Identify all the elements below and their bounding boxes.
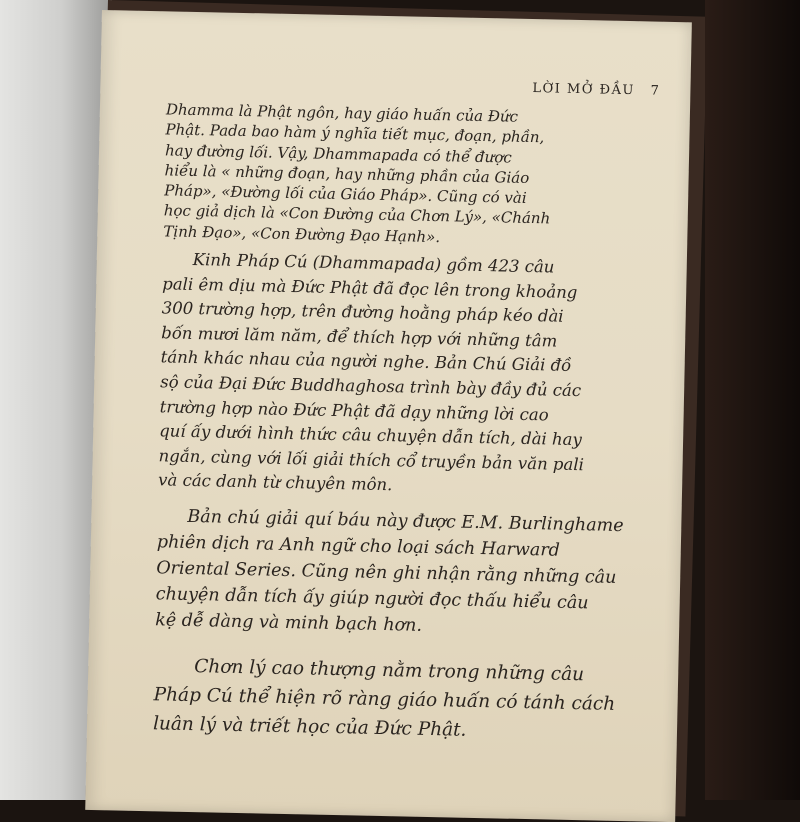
book-page: [85, 10, 692, 822]
paragraph-4: [153, 651, 625, 748]
running-head: [532, 81, 660, 99]
paragraph-1: [163, 99, 636, 251]
text-line: pali êm dịu mà Đức Phật đã đọc lên trong khoảng: [162, 273, 578, 302]
text-line: hiểu là « những đoạn, hay những phần của Giáo: [164, 161, 530, 187]
text-line: Chơn lý cao thượng nằm trong những câu: [194, 656, 585, 686]
text-line: Kinh Pháp Cú (Dhammapada) gồm 423 câu: [192, 250, 555, 277]
page-number: 7: [650, 83, 661, 99]
text-line: Pháp Cú thể hiện rõ ràng giáo huấn có tánh cách: [153, 684, 616, 715]
text-line: quí ấy dưới hình thức câu chuyện dẫn tích, dài hay: [158, 421, 583, 450]
text-line: sộ của Đại Đức Buddhaghosa trình bày đầy đủ các: [160, 372, 582, 401]
text-line: học giả dịch là «Con Đường của Chơn Lý», «Chánh: [163, 201, 551, 228]
text-line: ngắn, cùng với lối giải thích cổ truyền bản văn pali: [158, 446, 585, 475]
text-line: Pháp», «Đường lối của Giáo Pháp». Cũng có vài: [164, 181, 527, 208]
text-line: luân lý và triết học của Đức Phật.: [152, 713, 467, 741]
text-line: Dhamma là Phật ngôn, hay giáo huấn của Đức: [165, 100, 519, 126]
text-line: hay đường lối. Vậy, Dhammapada có thể được: [164, 140, 512, 167]
text-line: chuyện dẫn tích ấy giúp người đọc thấu hiểu câu: [155, 584, 589, 614]
text-line: và các danh từ chuyên môn.: [157, 470, 393, 495]
text-line: trường hợp nào Đức Phật đã dạy những lời cao: [159, 396, 549, 425]
text-line: Bản chú giải quí báu này được E.M. Burlinghame: [187, 506, 624, 537]
body-text: [153, 99, 636, 748]
text-line: Tịnh Đạo», «Con Đường Đạo Hạnh».: [163, 222, 441, 246]
text-line: Phật. Pada bao hàm ý nghĩa tiết mục, đoạn, phần,: [165, 120, 545, 147]
text-line: Oriental Series. Cũng nên ghi nhận rằng những câu: [156, 558, 617, 588]
text-line: bốn mươi lăm năm, để thích hợp với những tâm: [161, 323, 558, 351]
text-line: 300 trường hợp, trên đường hoằng pháp kéo dài: [161, 298, 564, 326]
text-line: kệ dễ dàng và minh bạch hơn.: [155, 610, 423, 636]
paragraph-3: [155, 503, 628, 643]
background-right: [705, 0, 800, 800]
text-line: tánh khác nhau của người nghe. Bản Chú Giải đồ: [160, 347, 572, 376]
chapter-title: LỜI MỞ ĐẦU: [532, 81, 636, 99]
text-line: phiên dịch ra Anh ngữ cho loại sách Harward: [156, 532, 561, 561]
paragraph-2: [158, 247, 633, 503]
